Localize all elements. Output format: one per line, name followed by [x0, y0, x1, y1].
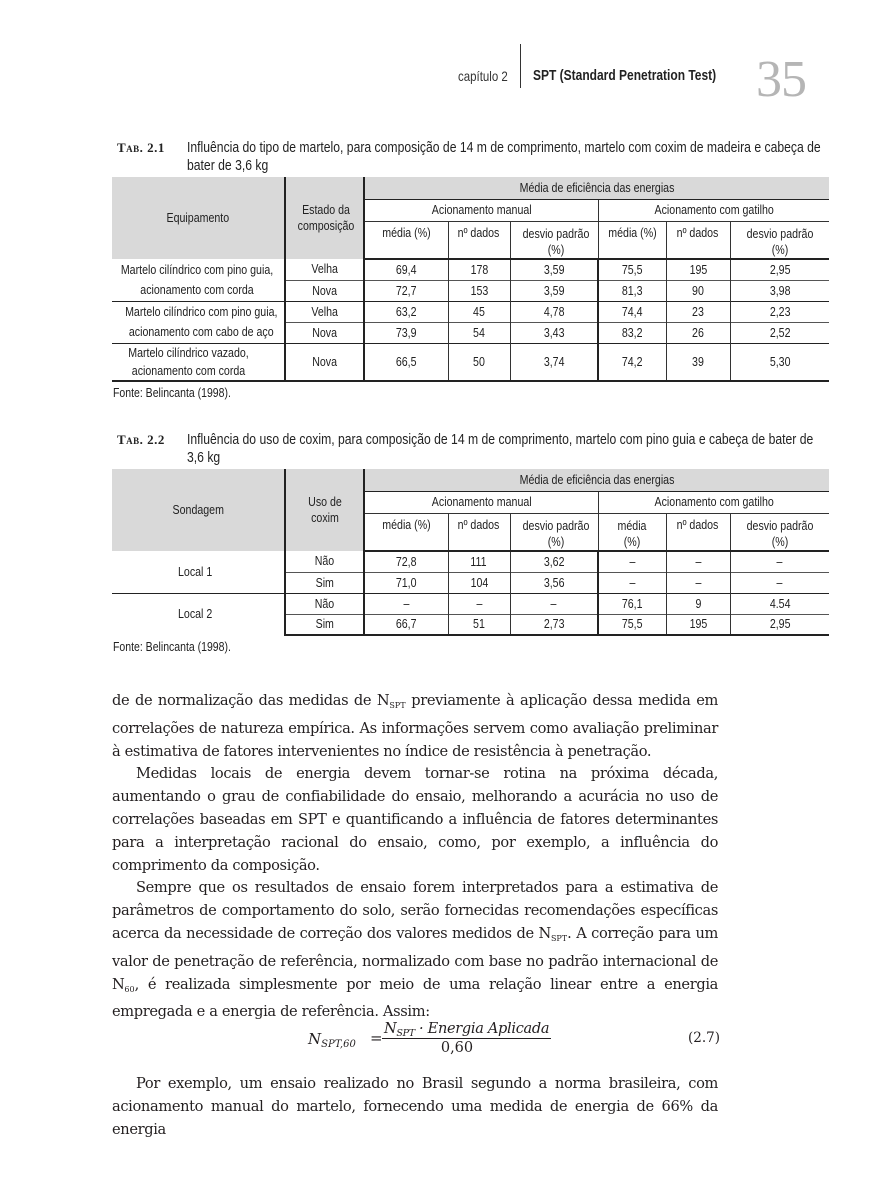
value-cell: 3,56	[510, 572, 598, 593]
table1-caption-text: Influência do tipo de martelo, para composição de 14 m de comprimento, martelo com coxim de madeira e cabeça de bater de 3,6 kg	[187, 140, 821, 174]
table1	[112, 177, 829, 382]
table2-header-group: Média de eficiência das energias	[364, 469, 829, 491]
value-cell: –	[364, 593, 448, 614]
value-cell: –	[448, 593, 510, 614]
running-header	[0, 44, 890, 108]
coxim-cell: Sim	[285, 572, 364, 593]
value-cell: –	[510, 593, 598, 614]
value-cell: 3,74	[510, 343, 598, 381]
value-cell: 39	[666, 343, 730, 381]
equation-lhs: $N_{SPT,60}$	[308, 1030, 356, 1050]
table2-caption-text: Influência do uso de coxim, para composição de 14 m de comprimento, martelo com pino guia e cabeça de bater de 3,6 kg	[187, 432, 814, 466]
paragraph-4: Por exemplo, um ensaio realizado no Brasil segundo a norma brasileira, com acionamento manual do martelo, fornecendo uma medida de energia de 66% da energia	[112, 1075, 718, 1138]
value-cell: 74,2	[598, 343, 666, 381]
table2-header-trigger: Acionamento com gatilho	[598, 491, 829, 513]
table1-equipment-cell: Martelo cilíndrico com pino guia, acionamento com cabo de aço	[112, 301, 285, 343]
equation-fraction	[382, 1018, 550, 1056]
table2	[112, 469, 829, 636]
table1-header-equipment: Equipamento	[112, 177, 285, 259]
table1-col-desvio-manual: desvio padrão (%)	[510, 221, 598, 259]
value-cell: 3,59	[510, 259, 598, 280]
value-cell: 3,59	[510, 280, 598, 301]
body-text	[112, 690, 718, 1024]
table1-equipment-cell: Martelo cilíndrico vazado, acionamento com corda	[112, 343, 285, 381]
table2-header-sondagem: Sondagem	[112, 469, 285, 551]
value-cell: 50	[448, 343, 510, 381]
value-cell: 72,8	[364, 551, 448, 572]
table2-col-desvio-trigger: desvio padrão (%)	[730, 513, 829, 551]
value-cell: 83,2	[598, 322, 666, 343]
table1-label: Tab. 2.1	[117, 140, 165, 155]
value-cell: –	[730, 551, 829, 572]
value-cell: 66,7	[364, 614, 448, 635]
state-cell: Velha	[285, 259, 364, 280]
value-cell: 178	[448, 259, 510, 280]
value-cell: 2,95	[730, 259, 829, 280]
value-cell: 81,3	[598, 280, 666, 301]
value-cell: 72,7	[364, 280, 448, 301]
value-cell: 2,95	[730, 614, 829, 635]
value-cell: 195	[666, 259, 730, 280]
table1-header-manual: Acionamento manual	[364, 199, 598, 221]
table1-source: Fonte: Belincanta (1998).	[113, 386, 231, 400]
state-cell: Nova	[285, 322, 364, 343]
table2-site-cell: Local 2	[112, 593, 285, 635]
table-row	[112, 593, 829, 614]
value-cell: 9	[666, 593, 730, 614]
value-cell: 195	[666, 614, 730, 635]
value-cell: 23	[666, 301, 730, 322]
value-cell: 51	[448, 614, 510, 635]
value-cell: –	[666, 551, 730, 572]
value-cell: 5,30	[730, 343, 829, 381]
equation-numerator: $N_{SPT}$ · Energia Aplicada	[384, 1021, 550, 1039]
table1-col-desvio-trigger: desvio padrão (%)	[730, 221, 829, 259]
table2-caption	[117, 431, 832, 467]
paragraph-1: de de normalização das medidas de $N_{SPT}$ previamente à aplicação dessa medida em correlações de natureza empírica. As informações servem como avaliação preliminar à estimativa de fatores intervenientes no índice de resistência à penetração.	[112, 692, 718, 760]
value-cell: 63,2	[364, 301, 448, 322]
chapter-label: capítulo 2	[458, 68, 508, 84]
table2-header-coxim: Uso de coxim	[285, 469, 364, 551]
value-cell: 74,4	[598, 301, 666, 322]
page-number: 35	[756, 51, 806, 108]
value-cell: 2,23	[730, 301, 829, 322]
table1-col-ndados-manual: nº dados	[448, 221, 510, 259]
body-text-continued	[112, 1073, 718, 1141]
table2-col-ndados-manual: nº dados	[448, 513, 510, 551]
value-cell: 2,73	[510, 614, 598, 635]
table1-equipment-cell: Martelo cilíndrico com pino guia, acionamento com corda	[120, 262, 274, 297]
table-row	[112, 301, 829, 322]
value-cell: 104	[448, 572, 510, 593]
value-cell: 3,98	[730, 280, 829, 301]
value-cell: 75,5	[598, 259, 666, 280]
table1-col-media-trigger: média (%)	[598, 221, 666, 259]
state-cell: Velha	[285, 301, 364, 322]
value-cell: –	[730, 572, 829, 593]
value-cell: 66,5	[364, 343, 448, 381]
value-cell: 3,43	[510, 322, 598, 343]
table1-header-group: Média de eficiência das energias	[364, 177, 829, 199]
value-cell: 71,0	[364, 572, 448, 593]
value-cell: 69,4	[364, 259, 448, 280]
state-cell: Nova	[285, 280, 364, 301]
table1-col-media-manual: média (%)	[364, 221, 448, 259]
table2-col-media-trigger: média (%)	[598, 513, 666, 551]
table-row	[112, 259, 829, 280]
value-cell: 4.54	[730, 593, 829, 614]
header-divider	[520, 44, 521, 88]
table1-col-ndados-trigger: nº dados	[666, 221, 730, 259]
value-cell: –	[598, 572, 666, 593]
equation-equals: =	[370, 1029, 383, 1047]
table2-site-cell: Local 1	[177, 564, 213, 579]
value-cell: 73,9	[364, 322, 448, 343]
table-row	[112, 551, 829, 572]
value-cell: 75,5	[598, 614, 666, 635]
chapter-title: SPT (Standard Penetration Test)	[533, 67, 717, 84]
value-cell: –	[666, 572, 730, 593]
equation-denominator: 0,60	[440, 1040, 474, 1056]
value-cell: 3,62	[510, 551, 598, 572]
value-cell: 45	[448, 301, 510, 322]
value-cell: 76,1	[598, 593, 666, 614]
table1-header-trigger: Acionamento com gatilho	[598, 199, 829, 221]
equation-number: (2.7)	[687, 1030, 720, 1046]
table2-col-desvio-manual: desvio padrão (%)	[510, 513, 598, 551]
table2-label: Tab. 2.2	[117, 432, 165, 447]
coxim-cell: Não	[285, 551, 364, 572]
paragraph-2: Medidas locais de energia devem tornar-se rotina na próxima década, aumentando o grau de confiabilidade do ensaio, melhorando a acurácia no uso de correlações baseadas em SPT e quantificando a influência de fatores determinantes para a interpretação racional do ensaio, como, por exemplo, a influência do comprimento da composição.	[112, 765, 718, 874]
table2-source: Fonte: Belincanta (1998).	[113, 640, 231, 654]
coxim-cell: Sim	[285, 614, 364, 635]
paragraph-3: Sempre que os resultados de ensaio forem interpretados para a estimativa de parâmetros de comportamento do solo, serão fornecidas recomendações específicas acerca da necessidade de correção dos valores medidos de $N_{SPT}$. A correção para um valor de penetração de referência, normalizado com base no padrão internacional de $N_{60}$, é realizada simplesmente por meio de uma relação linear entre a energia empregada e a energia de referência. Assim:	[112, 879, 718, 1021]
table2-header-manual: Acionamento manual	[364, 491, 598, 513]
table2-col-ndados-trigger: nº dados	[666, 513, 730, 551]
value-cell: 90	[666, 280, 730, 301]
value-cell: –	[598, 551, 666, 572]
equation-2-7	[300, 1018, 720, 1062]
coxim-cell: Não	[285, 593, 364, 614]
table1-caption	[117, 139, 832, 175]
value-cell: 26	[666, 322, 730, 343]
table2-col-media-manual: média (%)	[364, 513, 448, 551]
table-row	[112, 343, 829, 381]
table1-header-state: Estado da composição	[285, 177, 364, 259]
value-cell: 111	[448, 551, 510, 572]
value-cell: 4,78	[510, 301, 598, 322]
value-cell: 153	[448, 280, 510, 301]
state-cell: Nova	[285, 343, 364, 381]
value-cell: 54	[448, 322, 510, 343]
value-cell: 2,52	[730, 322, 829, 343]
